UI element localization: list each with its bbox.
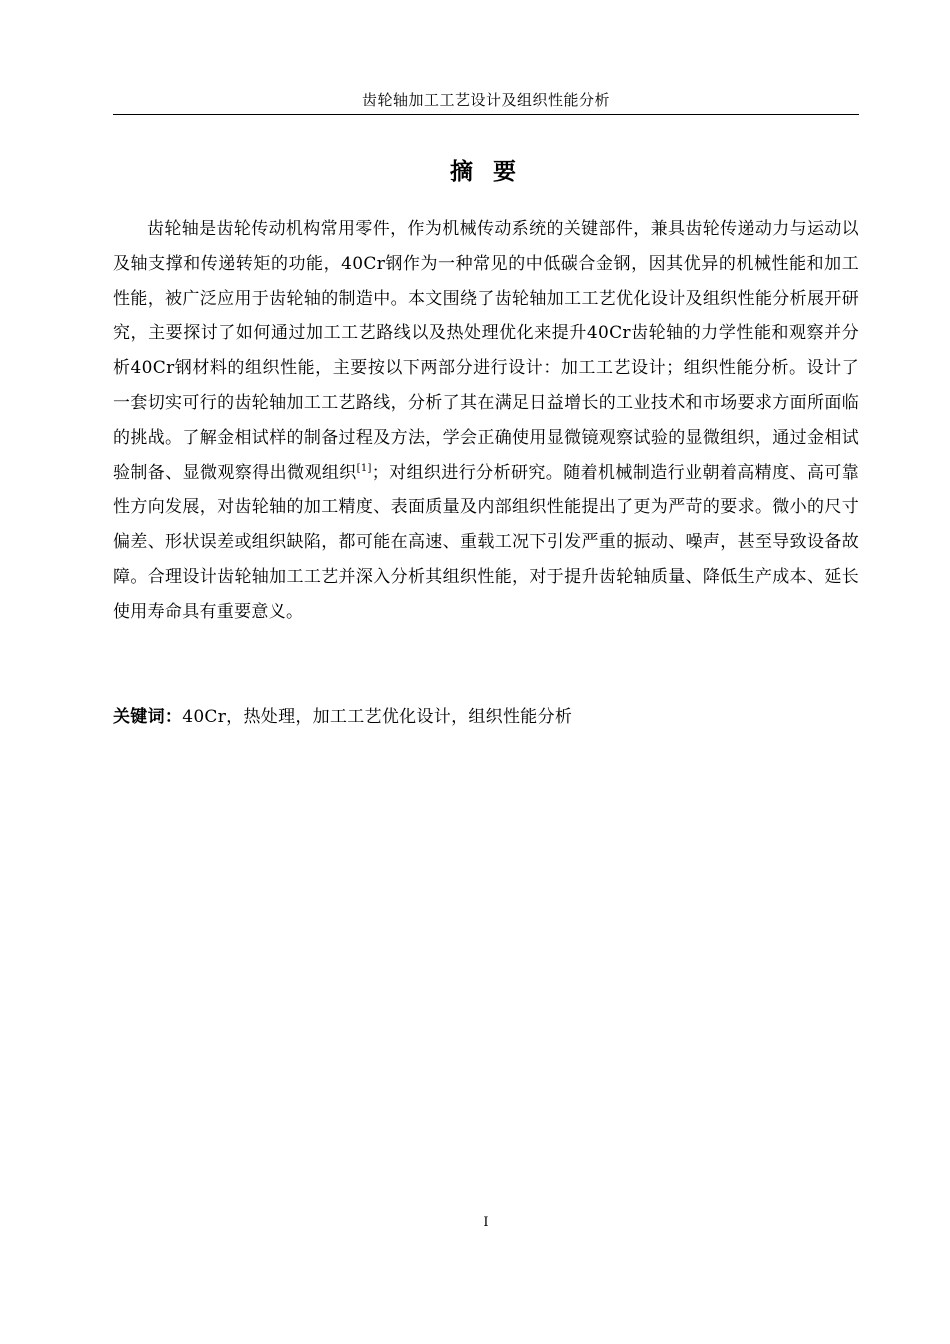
- keywords-label: 关键词：: [113, 707, 183, 727]
- abstract-body-part1: 齿轮轴是齿轮传动机构常用零件，作为机械传动系统的关键部件，兼具齿轮传递动力与运动以及轴支撑和传递转矩的功能，40Cr钢作为一种常见的中低碳合金钢，因其优异的机械性能和加工性能，被广泛应用于齿轮轴的制造中。本文围绕了齿轮轴加工工艺优化设计及组织性能分析展开研究，主要探讨了如何通过加工工艺路线以及热处理优化来提升40Cr齿轮轴的力学性能和观察并分析40Cr钢材料的组织性能，主要按以下两部分进行设计：加工工艺设计；组织性能分析。设计了一套切实可行的齿轮轴加工工艺路线，分析了其在满足日益增长的工业技术和市场要求方面所面临的挑战。了解金相试样的制备过程及方法，学会正确使用显微镜观察试验的显微组织，通过金相试验制备、显微观察得出微观组织: [113, 219, 859, 483]
- page-number: I: [483, 1215, 489, 1230]
- abstract-title: 摘 要: [449, 159, 522, 185]
- header-divider: [113, 114, 859, 115]
- keywords-text: 40Cr，热处理，加工工艺优化设计，组织性能分析: [182, 707, 573, 727]
- citation-reference[interactable]: [1]: [356, 462, 372, 474]
- keywords-line: [113, 700, 859, 734]
- abstract-body: [113, 212, 859, 630]
- abstract-body-part2: ；对组织进行分析研究。随着机械制造行业朝着高精度、高可靠性方向发展，对齿轮轴的加工精度、表面质量及内部组织性能提出了更为严苛的要求。微小的尺寸偏差、形状误差或组织缺陷，都可能在高速、重载工况下引发严重的振动、噪声，甚至导致设备故障。合理设计齿轮轴加工工艺并深入分析其组织性能，对于提升齿轮轴质量、降低生产成本、延长使用寿命具有重要意义。: [113, 462, 859, 622]
- running-header: 齿轮轴加工工艺设计及组织性能分析: [361, 91, 610, 109]
